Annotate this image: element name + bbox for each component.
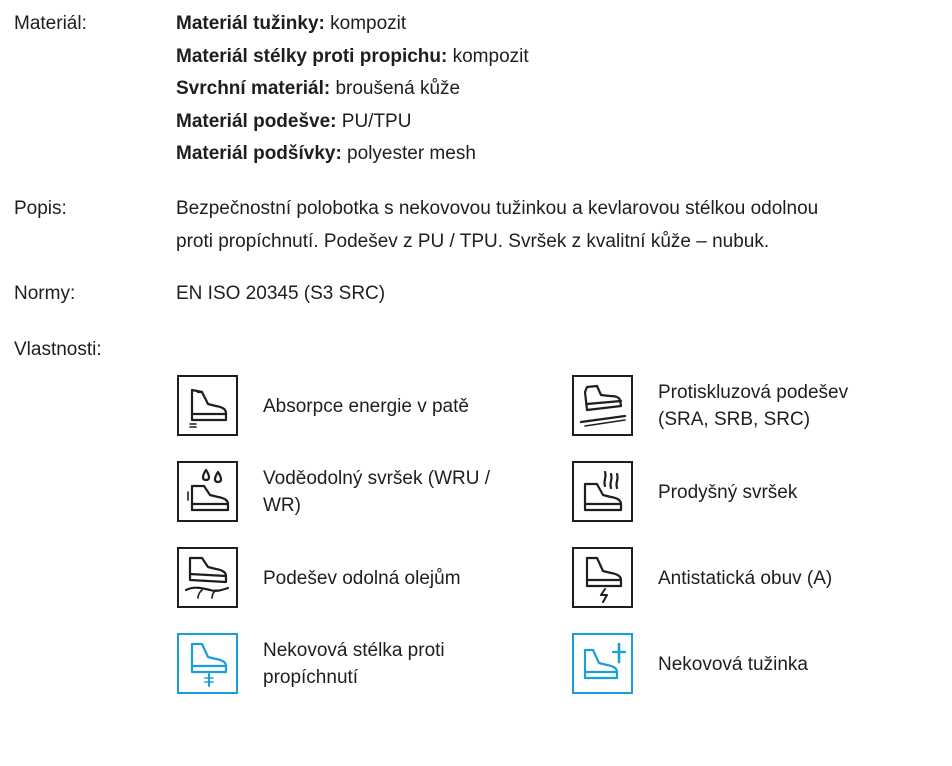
material-item-key: Materiál podšívky: xyxy=(176,143,342,164)
material-item-key: Svrchní materiál: xyxy=(176,78,331,99)
feature-label-line: Nekovová stélka proti xyxy=(263,640,445,661)
feature-item xyxy=(572,633,952,699)
feature-item xyxy=(572,375,952,441)
feature-label xyxy=(263,461,553,523)
oil-resistant-sole-icon xyxy=(177,547,238,608)
feature-item xyxy=(177,633,557,699)
feature-label xyxy=(263,375,553,437)
material-item xyxy=(176,73,529,106)
material-item xyxy=(176,138,529,171)
feature-label xyxy=(658,461,948,523)
feature-label-line: propíchnutí xyxy=(263,667,359,688)
description-label: Popis: xyxy=(14,198,67,219)
feature-label-line: Nekovová tužinka xyxy=(658,653,808,675)
feature-label-line: Antistatická obuv (A) xyxy=(658,567,833,589)
material-item-key: Materiál tužinky: xyxy=(176,13,325,34)
feature-label-line: Absorpce energie v patě xyxy=(263,395,469,417)
norms-label: Normy: xyxy=(14,283,76,304)
feature-item xyxy=(177,547,557,613)
non-metal-toecap-icon xyxy=(572,633,633,694)
feature-label-line: Prodyšný svršek xyxy=(658,481,798,503)
feature-label xyxy=(658,633,948,695)
material-item-key: Materiál podešve: xyxy=(176,110,337,132)
feature-label xyxy=(263,633,553,695)
description-line: Bezpečnostní polobotka s nekovovou tužinkou a kevlarovou stélkou odolnou xyxy=(176,198,819,219)
material-item-value: broušená kůže xyxy=(330,78,461,99)
material-list xyxy=(176,8,529,171)
feature-label-line: (SRA, SRB, SRC) xyxy=(658,409,811,430)
material-item xyxy=(176,8,529,41)
description-text xyxy=(176,192,818,258)
feature-item xyxy=(572,547,952,613)
properties-label: Vlastnosti: xyxy=(14,339,102,360)
material-item-value: polyester mesh xyxy=(341,143,476,164)
feature-item xyxy=(177,375,557,441)
material-label: Materiál: xyxy=(14,13,87,34)
feature-label xyxy=(658,547,948,609)
material-item xyxy=(176,106,529,139)
norms-value: EN ISO 20345 (S3 SRC) xyxy=(176,283,386,304)
feature-label-line: Voděodolný svršek (WRU / xyxy=(263,468,491,489)
feature-item xyxy=(572,461,952,527)
anti-slip-sole-icon xyxy=(572,375,633,436)
material-item-value: kompozit xyxy=(447,45,529,67)
material-item-value: PU/TPU xyxy=(336,110,412,132)
antistatic-footwear-icon xyxy=(572,547,633,608)
description-line: proti propíchnutí. Podešev z PU / TPU. Svršek z kvalitní kůže – nubuk. xyxy=(176,231,770,252)
feature-item xyxy=(177,461,557,527)
feature-label xyxy=(658,375,948,437)
material-item xyxy=(176,41,529,74)
feature-label-line: WR) xyxy=(263,495,301,516)
shock-absorbing-heel-icon xyxy=(177,375,238,436)
non-metal-midsole-icon xyxy=(177,633,238,694)
feature-label xyxy=(263,547,553,609)
breathable-upper-icon xyxy=(572,461,633,522)
feature-label-line: Podešev odolná olejům xyxy=(263,567,461,589)
material-item-value: kompozit xyxy=(324,13,407,34)
material-item-key: Materiál stélky proti propichu: xyxy=(176,45,448,67)
water-resistant-upper-icon xyxy=(177,461,238,522)
feature-label-line: Protiskluzová podešev xyxy=(658,382,849,403)
